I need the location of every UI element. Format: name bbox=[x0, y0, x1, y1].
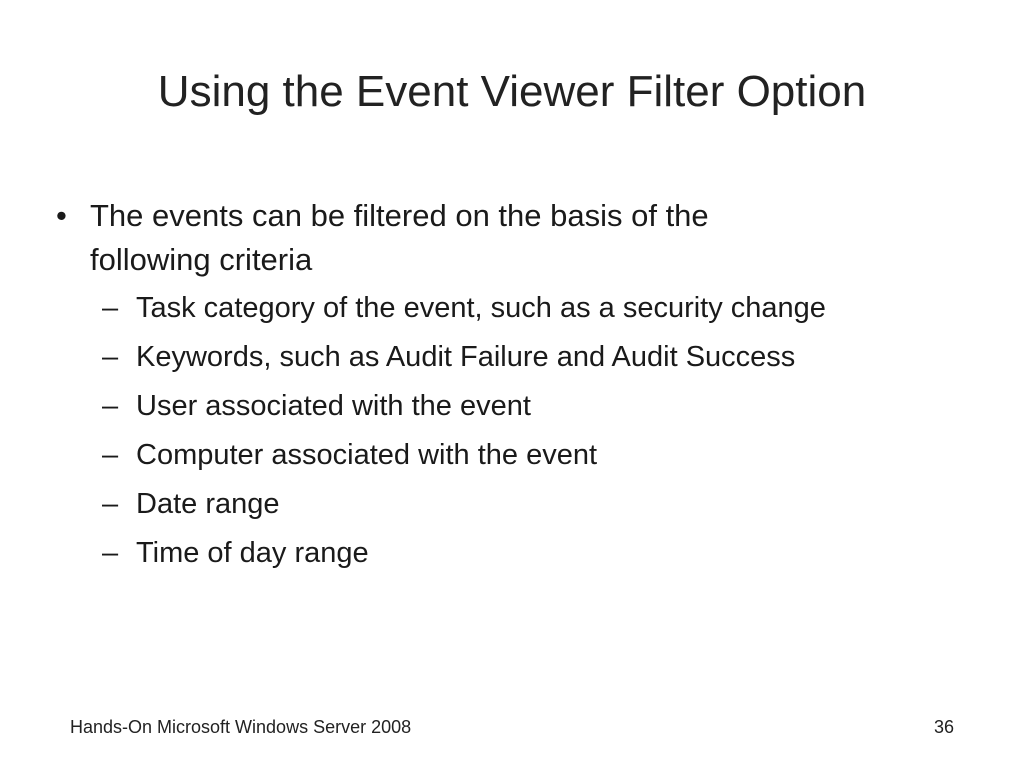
dash-marker: – bbox=[102, 390, 119, 422]
dash-marker: – bbox=[102, 341, 119, 373]
sub-bullet-text: Task category of the event, such as a security change bbox=[136, 292, 826, 324]
main-bullet-text-line1: The events can be filtered on the basis of the bbox=[90, 198, 709, 233]
dash-marker: – bbox=[102, 537, 119, 569]
footer-course-title: Hands-On Microsoft Windows Server 2008 bbox=[70, 717, 412, 737]
sub-bullet-text: Keywords, such as Audit Failure and Audit Success bbox=[136, 341, 796, 373]
sub-bullet-item bbox=[50, 333, 990, 382]
dash-marker: – bbox=[102, 292, 119, 324]
sub-bullet-item bbox=[50, 382, 990, 431]
sub-bullet-text: Time of day range bbox=[136, 537, 369, 569]
footer-page-number: 36 bbox=[933, 717, 954, 737]
dash-marker: – bbox=[102, 488, 119, 520]
dash-marker: – bbox=[102, 439, 119, 471]
sub-bullet-item bbox=[50, 529, 990, 578]
main-bullet bbox=[50, 194, 990, 282]
sub-bullet-item bbox=[50, 284, 990, 333]
sub-bullet-item bbox=[50, 431, 990, 480]
bullet-marker: • bbox=[56, 198, 67, 233]
sub-bullet-list bbox=[50, 284, 990, 578]
slide-body bbox=[50, 194, 990, 578]
sub-bullet-text: Computer associated with the event bbox=[136, 439, 598, 471]
sub-bullet-text: User associated with the event bbox=[136, 390, 531, 422]
sub-bullet-text: Date range bbox=[136, 488, 280, 520]
slide-title: Using the Event Viewer Filter Option bbox=[157, 67, 867, 116]
main-bullet-text-line2: following criteria bbox=[90, 242, 313, 277]
sub-bullet-item bbox=[50, 480, 990, 529]
